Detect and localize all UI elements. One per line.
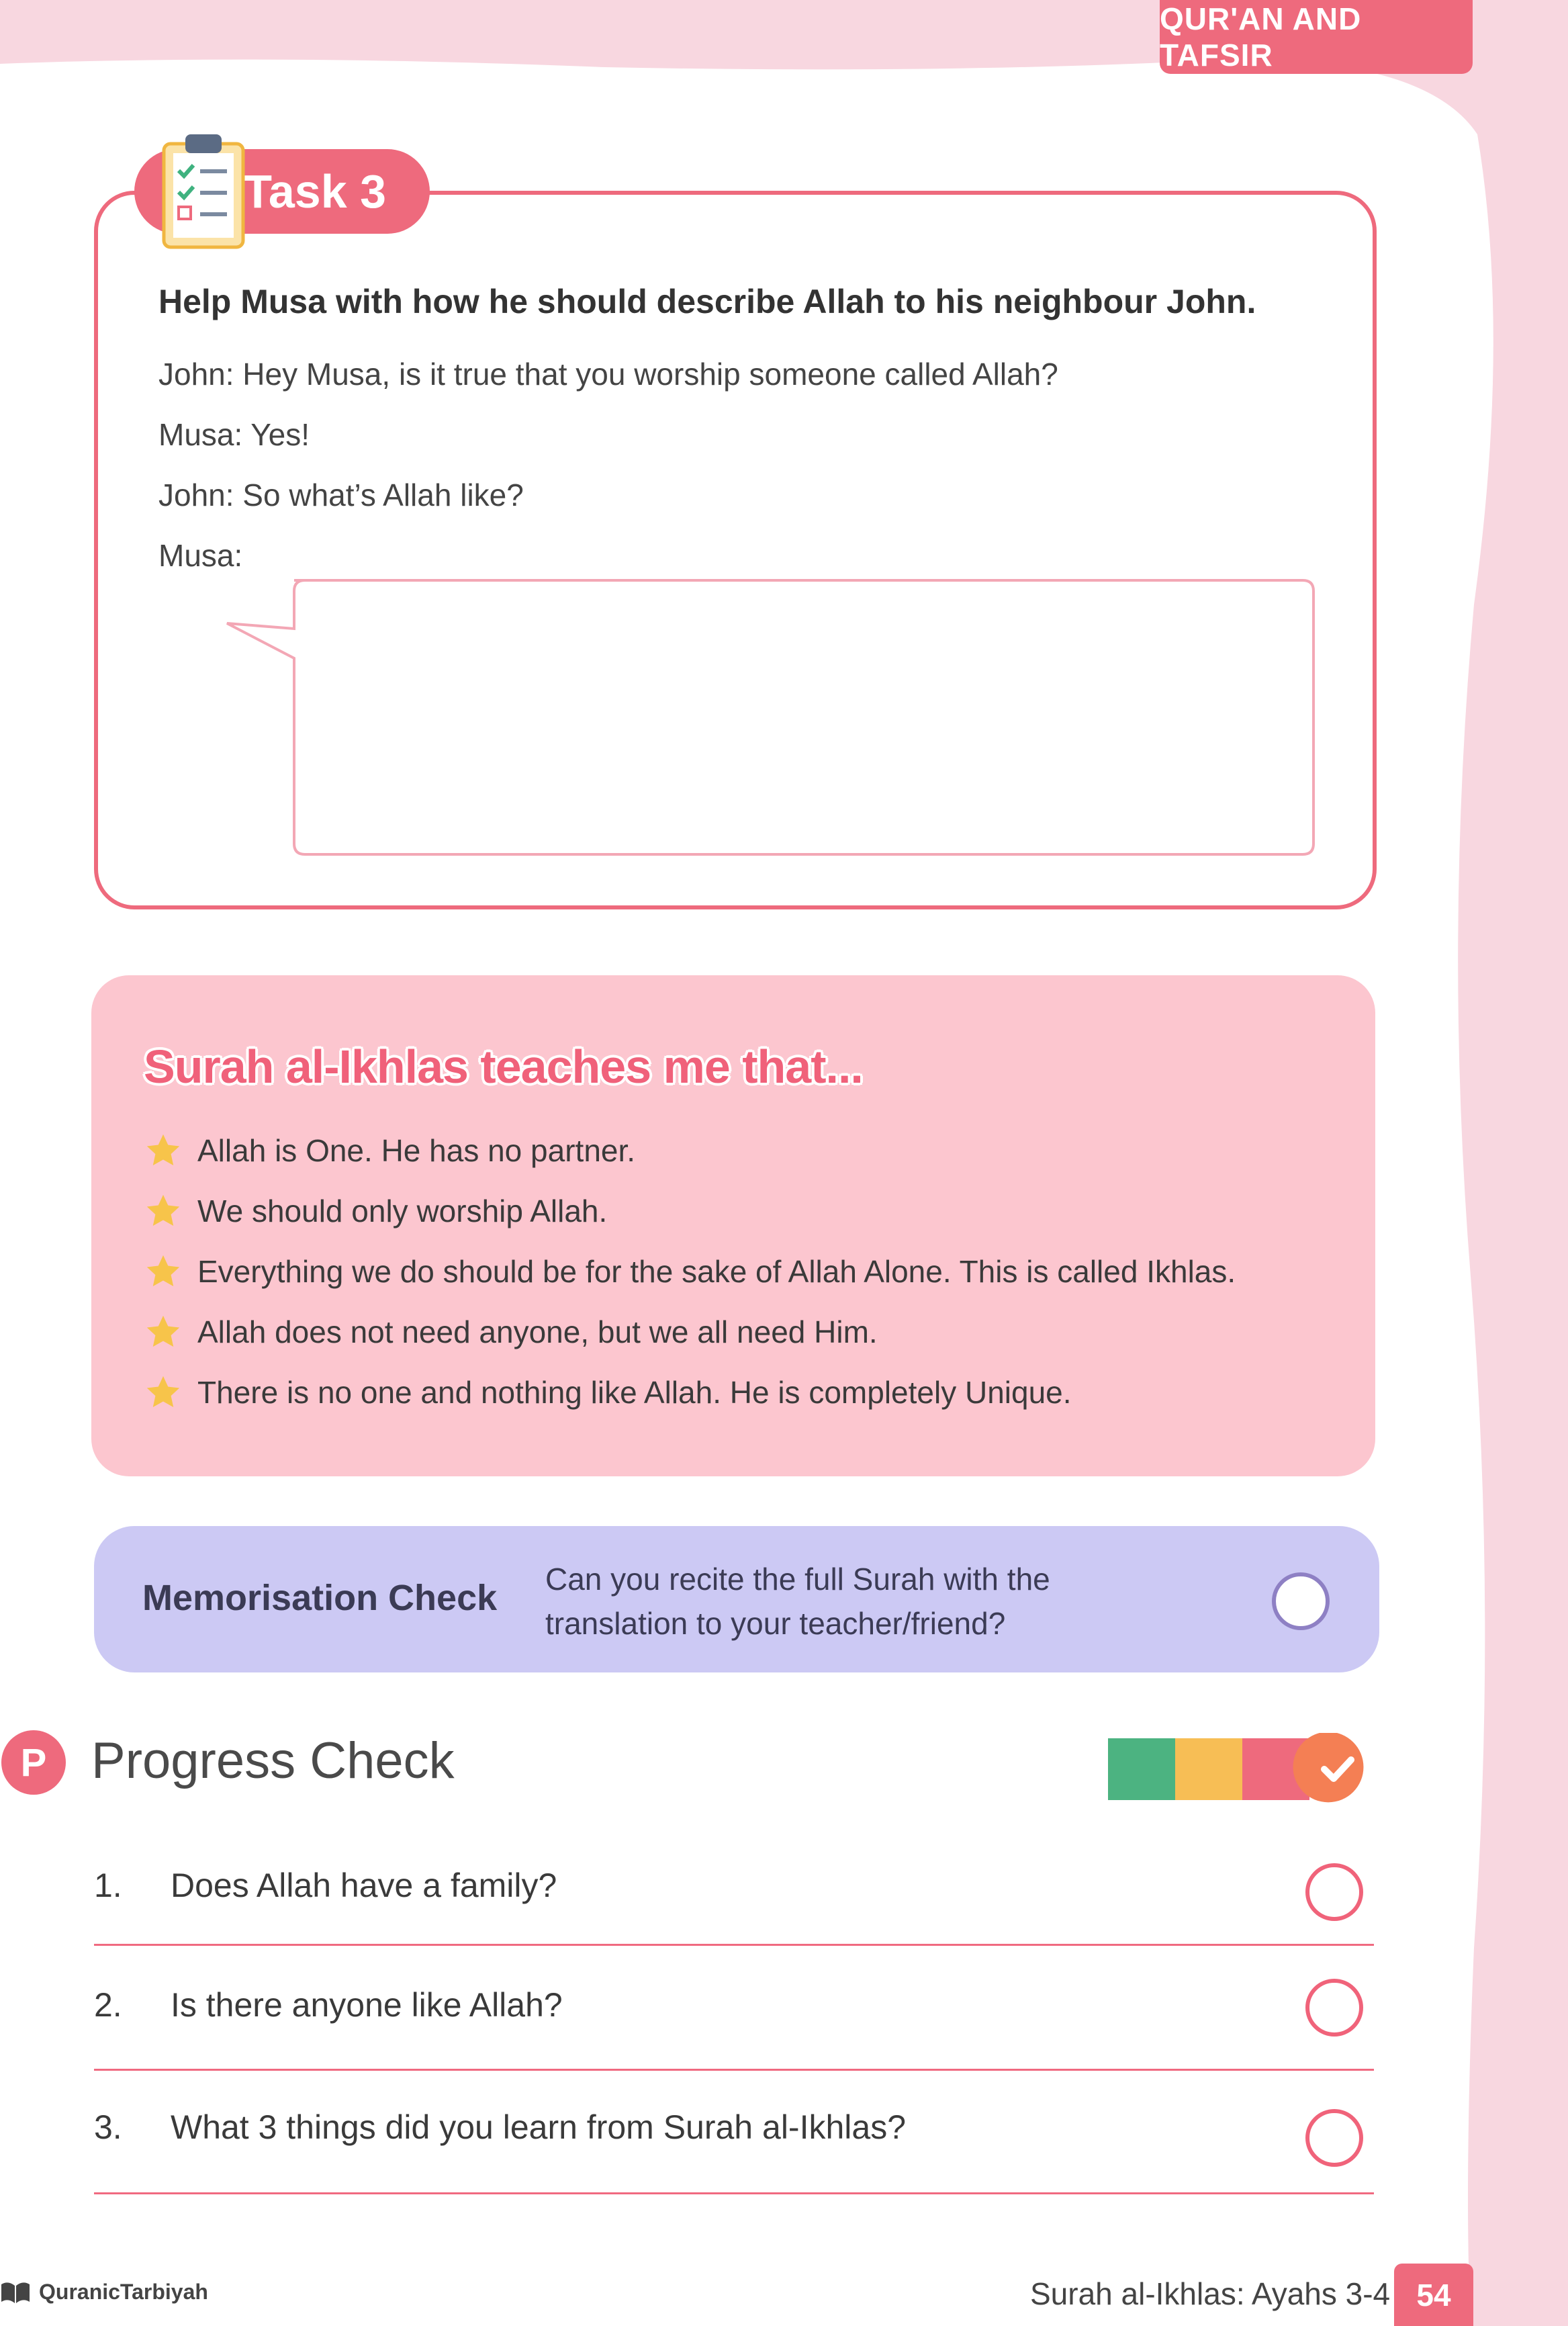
progress-title: Progress Check [91,1732,455,1789]
question-number: 1. [94,1867,122,1904]
progress-badge: P [1,1730,66,1795]
teaches-title: Surah al-Ikhlas teaches me that... [144,1040,863,1093]
memorisation-checkbox[interactable] [1272,1572,1330,1630]
meter-green [1108,1738,1175,1800]
star-icon [144,1373,183,1412]
footer-chapter: Surah al-Ikhlas: Ayahs 3-4 [1030,2276,1391,2311]
footer-brand [0,2280,208,2305]
star-icon [144,1131,183,1170]
task-question: Help Musa with how he should describe Allah to his neighbour John. [158,283,1256,320]
teaches-item [144,1373,1072,1412]
section-header-tab: QUR'AN AND TAFSIR [1160,0,1473,74]
question-divider [94,2192,1374,2194]
teaches-item-text: Allah does not need anyone, but we all need Him. [197,1314,878,1349]
clipboard-checklist-icon [160,132,247,250]
teaches-item-text: Everything we do should be for the sake of Allah Alone. This is called Ikhlas. [197,1254,1236,1289]
dialog-line-john-1: John: Hey Musa, is it true that you worship someone called Allah? [158,357,1058,392]
teaches-item [144,1192,607,1231]
teaches-item [144,1312,878,1351]
teaches-item [144,1131,635,1170]
question-checkbox[interactable] [1305,1979,1363,2037]
teaches-item-text: There is no one and nothing like Allah. He is completely Unique. [197,1375,1072,1410]
memorisation-line-1: Can you recite the full Surah with the [545,1562,1050,1597]
question-divider [94,1944,1374,1946]
question-text: Is there anyone like Allah? [171,1986,563,2024]
meter-yellow [1175,1738,1242,1800]
footer-brand-name: QuranicTarbiyah [39,2280,208,2304]
star-icon [144,1312,183,1351]
teaches-item-text: Allah is One. He has no partner. [197,1133,636,1168]
question-divider [94,2069,1374,2071]
question-number: 2. [94,1986,122,2024]
dialog-line-john-2: John: So what’s Allah like? [158,478,524,512]
meter-check-circle [1293,1733,1364,1802]
question-text: What 3 things did you learn from Surah al-Ikhlas? [171,2108,906,2146]
teaches-item [144,1252,1236,1291]
task-label: Task 3 [134,149,430,234]
question-number: 3. [94,2108,122,2146]
memorisation-line-2: translation to your teacher/friend? [545,1606,1006,1641]
question-text: Does Allah have a family? [171,1867,557,1904]
memorisation-text [545,1557,1150,1646]
dialog-line-musa-2: Musa: [158,538,243,573]
question-checkbox[interactable] [1305,2109,1363,2167]
speech-bubble-answer-box[interactable] [222,578,1323,857]
memorisation-title: Memorisation Check [142,1578,498,1618]
question-checkbox[interactable] [1305,1863,1363,1921]
open-book-icon [0,2280,31,2305]
star-icon [144,1192,183,1231]
page-number: 54 [1394,2264,1473,2326]
progress-meter-icon [1108,1733,1377,1803]
dialog-line-musa-1: Musa: Yes! [158,417,310,452]
teaches-item-text: We should only worship Allah. [197,1194,608,1228]
star-icon [144,1252,183,1291]
